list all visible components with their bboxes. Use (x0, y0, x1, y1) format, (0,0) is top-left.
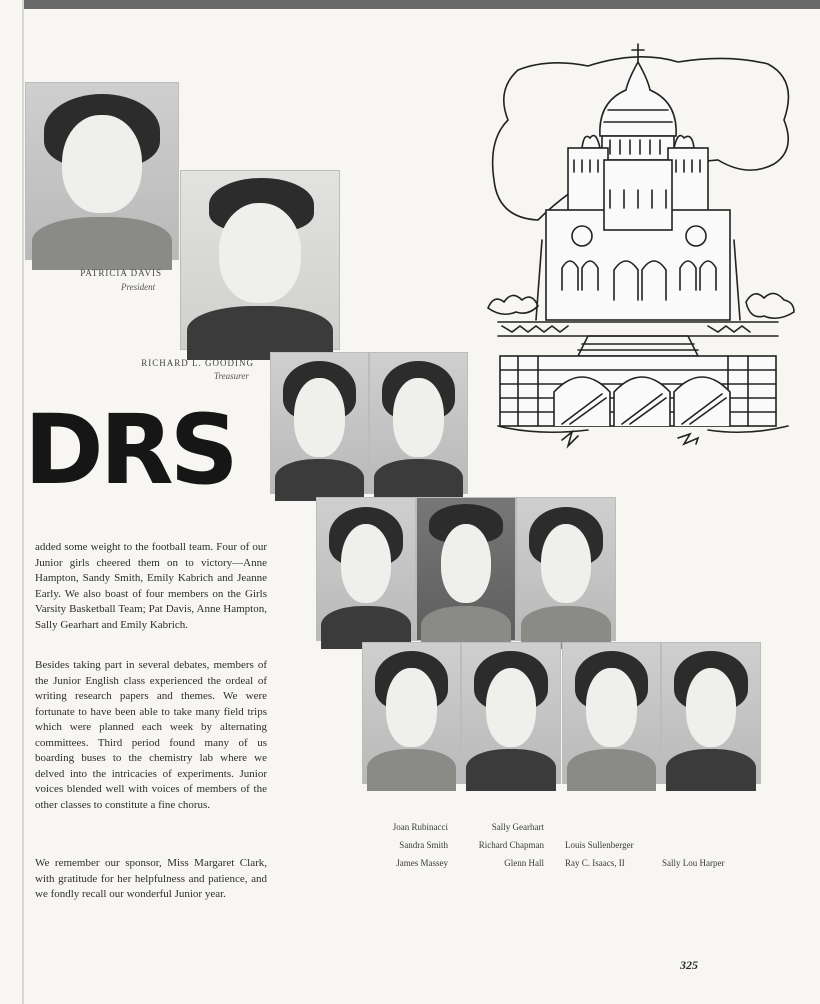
student-portrait (562, 642, 661, 784)
student-portrait (316, 497, 416, 641)
name-column (565, 836, 634, 872)
name-column (470, 818, 544, 872)
portrait-patricia-davis (25, 82, 179, 260)
page-number: 325 (680, 958, 698, 972)
scan-top-edge (22, 0, 820, 9)
student-portrait (362, 642, 461, 784)
student-name: Sandra Smith (399, 840, 448, 850)
officer-name: RICHARD L. GOODING (141, 358, 254, 368)
student-portrait (516, 497, 616, 641)
cathedral-sketch (478, 40, 808, 460)
student-name: Ray C. Isaacs, II (565, 858, 625, 868)
student-name: Joan Rubinacci (392, 822, 448, 832)
student-name: Sally Gearhart (491, 822, 544, 832)
student-portrait (270, 352, 369, 494)
student-name: Glenn Hall (504, 858, 544, 868)
name-column (386, 818, 448, 872)
paragraph: Besides taking part in several debates, members of the Junior English class experienced the ordeal of writing research papers and themes. We were fortunate to have been able to take many field trips which were planned each week by alternating committees. Third period found many of us boarding buses to the chemistry lab where we delved into the intricacies of experiments. Junior voices blended well with voices of members of the other classes to constitute a fine chorus. (35, 659, 267, 811)
officer-title: President (121, 282, 156, 292)
student-portrait (369, 352, 468, 494)
section-heading-fragment: DRS (24, 394, 235, 506)
paragraph: added some weight to the football team. Four of our Junior girls cheered them on to victory—Anne Hampton, Sandy Smith, Emily Kabrich and Jeanne Early. We also boast of four members on the Girls Varsity Basketball Team; Pat Davis, Anne Hampton, Sally Gearhart and Emily Kabrich. (35, 541, 267, 631)
portrait-richard-gooding (180, 170, 340, 350)
student-portrait (661, 642, 761, 784)
student-name: James Massey (396, 858, 448, 868)
paragraph: We remember our sponsor, Miss Margaret Clark, with gratitude for her helpfulness and patience, and we fondly recall our wonderful Junior year. (35, 857, 267, 900)
student-name: Richard Chapman (478, 840, 544, 850)
name-column (662, 854, 724, 872)
officer-name: PATRICIA DAVIS (80, 268, 162, 278)
student-name: Louis Sullenberger (565, 840, 634, 850)
student-portrait (416, 497, 516, 641)
officer-title: Treasurer (214, 371, 249, 381)
student-name: Sally Lou Harper (662, 858, 725, 868)
student-portrait (461, 642, 561, 784)
